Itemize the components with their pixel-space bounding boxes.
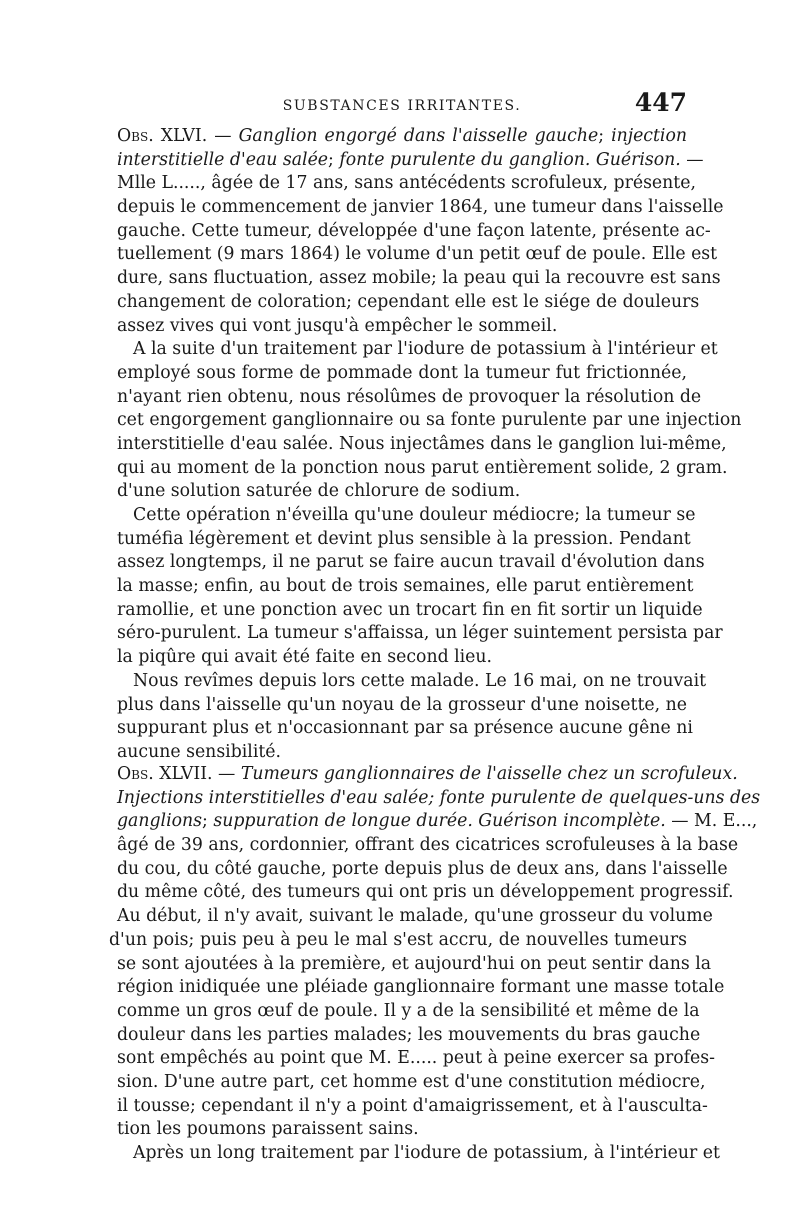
text-segment: changement de coloration; cependant elle est le siége de douleurs — [117, 291, 700, 312]
text-segment: Au début, il n'y avait, suivant le malade, qu'une grosseur du volume — [117, 906, 713, 927]
text-line — [117, 409, 742, 433]
text-line — [117, 953, 712, 977]
text-segment: Après un long traitement par l'iodure de potassium, à l'intérieur et — [133, 1143, 720, 1163]
text-segment: ; — [598, 126, 612, 146]
text-line — [117, 551, 705, 575]
italic-text: ganglions — [117, 811, 203, 832]
text-segment: il tousse; cependant il n'y a point d'amaigrissement, et à l'ausculta- — [117, 1095, 708, 1116]
italic-text: suppuration de longue durée. Guérison incomplète. — [213, 811, 666, 832]
text-line — [117, 1047, 715, 1071]
text-segment: n'ayant rien obtenu, nous résolûmes de provoquer la résolution de — [117, 386, 702, 407]
text-line — [117, 386, 702, 410]
text-segment: suppurant plus et n'occasionnant par sa présence aucune gêne ni — [117, 718, 693, 739]
page-number: 447 — [634, 88, 687, 117]
text-segment: assez longtemps, il ne parut se faire aucun travail d'évolution dans — [117, 552, 705, 573]
text-line — [117, 834, 739, 858]
text-segment: depuis le commencement de janvier 1864, une tumeur dans l'aisselle — [117, 197, 724, 218]
text-segment: d'une solution saturée de chlorure de sodium. — [117, 481, 521, 502]
text-line — [117, 622, 723, 646]
text-line — [117, 1118, 687, 1142]
text-line — [117, 858, 728, 882]
observation-46 — [117, 125, 742, 765]
text-line — [117, 267, 721, 291]
text-line — [117, 243, 718, 267]
text-line — [117, 362, 687, 386]
text-segment: interstitielle d'eau salée. Nous injectâmes dans le ganglion lui-même, — [117, 433, 727, 454]
text-segment: d'un pois; puis peu à peu le mal s'est accru, de nouvelles tumeurs — [109, 929, 687, 950]
italic-text: interstitielle d'eau salée — [117, 149, 329, 170]
text-line — [117, 646, 687, 670]
text-segment: ramollie, et une ponction avec un trocart fin en fit sortir un liquide — [117, 599, 703, 620]
italic-text: injection — [611, 126, 687, 146]
text-line — [117, 1071, 706, 1095]
running-title: SUBSTANCES IRRITANTES. — [282, 98, 522, 114]
text-line — [117, 976, 725, 1000]
text-line — [117, 291, 700, 315]
text-segment: assez vives qui vont jusqu'à empêcher le sommeil. — [117, 315, 558, 336]
text-segment: séro-purulent. La tumeur s'affaissa, un léger suintement persista par — [117, 623, 723, 644]
text-line — [117, 575, 694, 599]
text-segment: A la suite d'un traitement par l'iodure de potassium à l'intérieur et — [133, 339, 718, 360]
text-line — [117, 172, 696, 196]
italic-text: Injections interstitielles d'eau salée; fonte purulente de quelques-uns des — [117, 787, 761, 808]
text-line — [117, 1142, 720, 1166]
text-segment: sont empêchés au point que M. E..... peut à peine exercer sa profes- — [117, 1048, 715, 1069]
text-segment: gauche. Cette tumeur, développée d'une façon latente, présente ac- — [117, 220, 711, 241]
text-line — [117, 1024, 701, 1048]
text-line — [117, 338, 718, 362]
text-line — [109, 929, 687, 953]
text-segment: qui au moment de la ponction nous parut entièrement solide, 2 gram. — [117, 457, 728, 478]
text-segment: du même côté, des tumeurs qui ont pris un développement progressif. — [117, 882, 734, 903]
text-line — [117, 810, 758, 834]
text-line — [117, 125, 687, 149]
text-segment: âgé de 39 ans, cordonnier, offrant des cicatrices scrofuleuses à la base — [117, 835, 739, 856]
text-segment: dure, sans fluctuation, assez mobile; la peau qui la recouvre est sans — [117, 268, 721, 289]
text-line — [117, 457, 728, 481]
text-segment: tion les poumons paraissent sains. — [117, 1119, 419, 1140]
text-segment: Cette opération n'éveilla qu'une douleur médiocre; la tumeur se — [133, 505, 696, 525]
text-segment: tuméfia légèrement et devint plus sensible à la pression. Pendant — [117, 528, 691, 549]
italic-text: Tumeurs ganglionnaires de l'aisselle chez un scrofuleux. — [240, 764, 738, 784]
text-segment: Mlle L....., âgée de 17 ans, sans antécédents scrofuleux, présente, — [117, 173, 696, 194]
text-segment: ; — [328, 149, 340, 170]
text-segment: aucune sensibilité. — [117, 741, 282, 762]
text-line — [117, 528, 691, 552]
text-line — [117, 881, 734, 905]
text-segment: la piqûre qui avait été faite en second lieu. — [117, 647, 493, 668]
text-line — [117, 741, 687, 765]
text-segment: la masse; enfin, au bout de trois semaines, elle parut entièrement — [117, 576, 694, 597]
text-line — [117, 480, 687, 504]
italic-text: Ganglion engorgé dans l'aisselle gauche — [238, 126, 599, 146]
text-segment: sion. D'une autre part, cet homme est d'une constitution médiocre, — [117, 1071, 706, 1092]
observation-label: Obs. XLVII. — — [117, 764, 241, 784]
text-segment: région inidiquée une pléiade ganglionnaire formant une masse totale — [117, 977, 725, 998]
text-segment: cet engorgement ganglionnaire ou sa fonte purulente par une injection — [117, 410, 742, 431]
text-segment: douleur dans les parties malades; les mouvements du bras gauche — [117, 1024, 701, 1045]
text-line — [117, 670, 707, 694]
text-line — [117, 315, 687, 339]
text-line — [117, 763, 738, 787]
text-segment: employé sous forme de pommade dont la tumeur fut frictionnée, — [117, 362, 687, 383]
text-line — [117, 599, 703, 623]
italic-text: fonte purulente du ganglion. Guérison. — [339, 149, 681, 170]
text-line — [117, 149, 704, 173]
text-segment: — — [680, 149, 704, 170]
text-segment: se sont ajoutées à la première, et aujourd'hui on peut sentir dans la — [117, 953, 712, 974]
text-segment: — M. E..., — [665, 811, 758, 832]
text-segment: comme un gros œuf de poule. Il y a de la sensibilité et même de la — [117, 1000, 700, 1021]
text-line — [117, 196, 724, 220]
text-segment: tuellement (9 mars 1864) le volume d'un petit œuf de poule. Elle est — [117, 244, 718, 265]
text-line — [117, 787, 761, 811]
text-line — [117, 220, 711, 244]
observation-label: Obs. XLVI. — — [117, 126, 239, 146]
text-segment: Nous revîmes depuis lors cette malade. Le 16 mai, on ne trouvait — [133, 670, 707, 691]
text-segment: plus dans l'aisselle qu'un noyau de la grosseur d'une noisette, ne — [117, 694, 687, 715]
text-line — [117, 1000, 700, 1024]
text-line — [117, 1095, 708, 1119]
text-line — [117, 694, 687, 718]
observation-47 — [109, 763, 761, 1166]
text-segment: du cou, du côté gauche, porte depuis plus de deux ans, dans l'aisselle — [117, 858, 728, 879]
running-header — [117, 88, 687, 118]
text-segment: ; — [202, 811, 214, 832]
text-line — [117, 905, 713, 929]
text-line — [117, 717, 693, 741]
text-line — [117, 504, 696, 528]
text-line — [117, 433, 727, 457]
